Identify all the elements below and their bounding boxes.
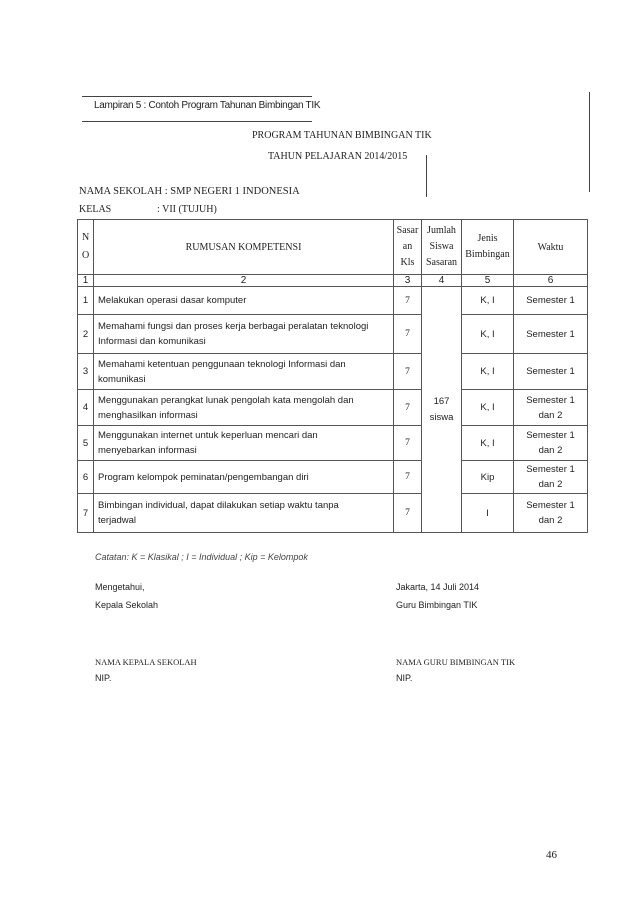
header-jumlah: Jumlah Siswa Sasaran — [422, 220, 462, 275]
table-row — [78, 390, 588, 426]
row-number: 2 — [78, 315, 94, 354]
row-kompetensi: Memahami ketentuan penggunaan teknologi Informasi dan komunikasi — [94, 354, 394, 390]
header-no: N O — [78, 220, 94, 275]
document-title: PROGRAM TAHUNAN BIMBINGAN TIK — [252, 130, 432, 141]
right-margin-line-mid — [426, 155, 427, 197]
row-number: 4 — [78, 390, 94, 426]
nip-right: NIP. — [396, 673, 413, 683]
row-number: 5 — [78, 426, 94, 461]
table-row — [78, 494, 588, 533]
row-number: 1 — [78, 287, 94, 315]
school-name: NAMA SEKOLAH : SMP NEGERI 1 INDONESIA — [79, 186, 300, 197]
header-kompetensi: RUMUSAN KOMPETENSI — [94, 220, 394, 275]
table-row — [78, 287, 588, 315]
row-jenis: K, I — [462, 354, 514, 390]
right-margin-line-top — [589, 92, 590, 192]
row-waktu: Semester 1 dan 2 — [514, 390, 588, 426]
row-jenis: K, I — [462, 287, 514, 315]
guru-label: Guru Bimbingan TIK — [396, 600, 478, 610]
table-row — [78, 315, 588, 354]
header-jenis: Jenis Bimbingan — [462, 220, 514, 275]
nip-left: NIP. — [95, 673, 112, 683]
index-cell: 2 — [94, 275, 394, 287]
row-waktu: Semester 1 dan 2 — [514, 426, 588, 461]
class-value: : VII (TUJUH) — [157, 204, 217, 215]
row-sasaran: 7 — [394, 494, 422, 533]
mengetahui-label: Mengetahui, — [95, 582, 145, 592]
row-sasaran: 7 — [394, 461, 422, 494]
class-label: KELAS — [79, 204, 112, 215]
table-row — [78, 354, 588, 390]
row-sasaran: 7 — [394, 354, 422, 390]
index-cell: 4 — [422, 275, 462, 287]
row-sasaran: 7 — [394, 426, 422, 461]
row-jenis: K, I — [462, 426, 514, 461]
row-kompetensi: Memahami fungsi dan proses kerja berbagai peralatan teknologi Informasi dan komunikasi — [94, 315, 394, 354]
row-sasaran: 7 — [394, 315, 422, 354]
row-kompetensi: Menggunakan perangkat lunak pengolah kata mengolah dan menghasilkan informasi — [94, 390, 394, 426]
header-sasaran: Sasar an Kls — [394, 220, 422, 275]
nama-guru: NAMA GURU BIMBINGAN TIK — [396, 657, 516, 667]
page-number: 46 — [546, 849, 557, 861]
row-waktu: Semester 1 — [514, 287, 588, 315]
jumlah-siswa-cell: 167 siswa — [422, 287, 462, 533]
index-cell: 5 — [462, 275, 514, 287]
row-kompetensi: Melakukan operasi dasar komputer — [94, 287, 394, 315]
row-waktu: Semester 1 — [514, 354, 588, 390]
table-row — [78, 426, 588, 461]
row-kompetensi: Menggunakan internet untuk keperluan mencari dan menyebarkan informasi — [94, 426, 394, 461]
row-number: 7 — [78, 494, 94, 533]
kepala-sekolah-label: Kepala Sekolah — [95, 600, 159, 610]
competency-table — [77, 219, 588, 533]
row-number: 6 — [78, 461, 94, 494]
place-date: Jakarta, 14 Juli 2014 — [396, 582, 480, 592]
row-sasaran: 7 — [394, 390, 422, 426]
lampiran-underline — [82, 121, 312, 122]
row-jenis: Kip — [462, 461, 514, 494]
row-kompetensi: Bimbingan individual, dapat dilakukan setiap waktu tanpa terjadwal — [94, 494, 394, 533]
row-jenis: I — [462, 494, 514, 533]
index-cell: 6 — [514, 275, 588, 287]
index-cell: 1 — [78, 275, 94, 287]
note-text: Catatan: K = Klasikal ; I = Individual ; Kip = Kelompok — [95, 552, 308, 562]
table-index-row — [78, 275, 588, 287]
row-waktu: Semester 1 dan 2 — [514, 461, 588, 494]
row-waktu: Semester 1 dan 2 — [514, 494, 588, 533]
lampiran-caption: Lampiran 5 : Contoh Program Tahunan Bimbingan TIK — [94, 100, 321, 111]
row-sasaran: 7 — [394, 287, 422, 315]
nama-kepala-sekolah: NAMA KEPALA SEKOLAH — [95, 657, 197, 667]
document-subtitle: TAHUN PELAJARAN 2014/2015 — [268, 151, 408, 162]
row-number: 3 — [78, 354, 94, 390]
row-jenis: K, I — [462, 315, 514, 354]
table-row — [78, 461, 588, 494]
index-cell: 3 — [394, 275, 422, 287]
row-kompetensi: Program kelompok peminatan/pengembangan diri — [94, 461, 394, 494]
table-header-row — [78, 220, 588, 275]
top-rule — [82, 96, 312, 97]
header-waktu: Waktu — [514, 220, 588, 275]
row-jenis: K, I — [462, 390, 514, 426]
row-waktu: Semester 1 — [514, 315, 588, 354]
